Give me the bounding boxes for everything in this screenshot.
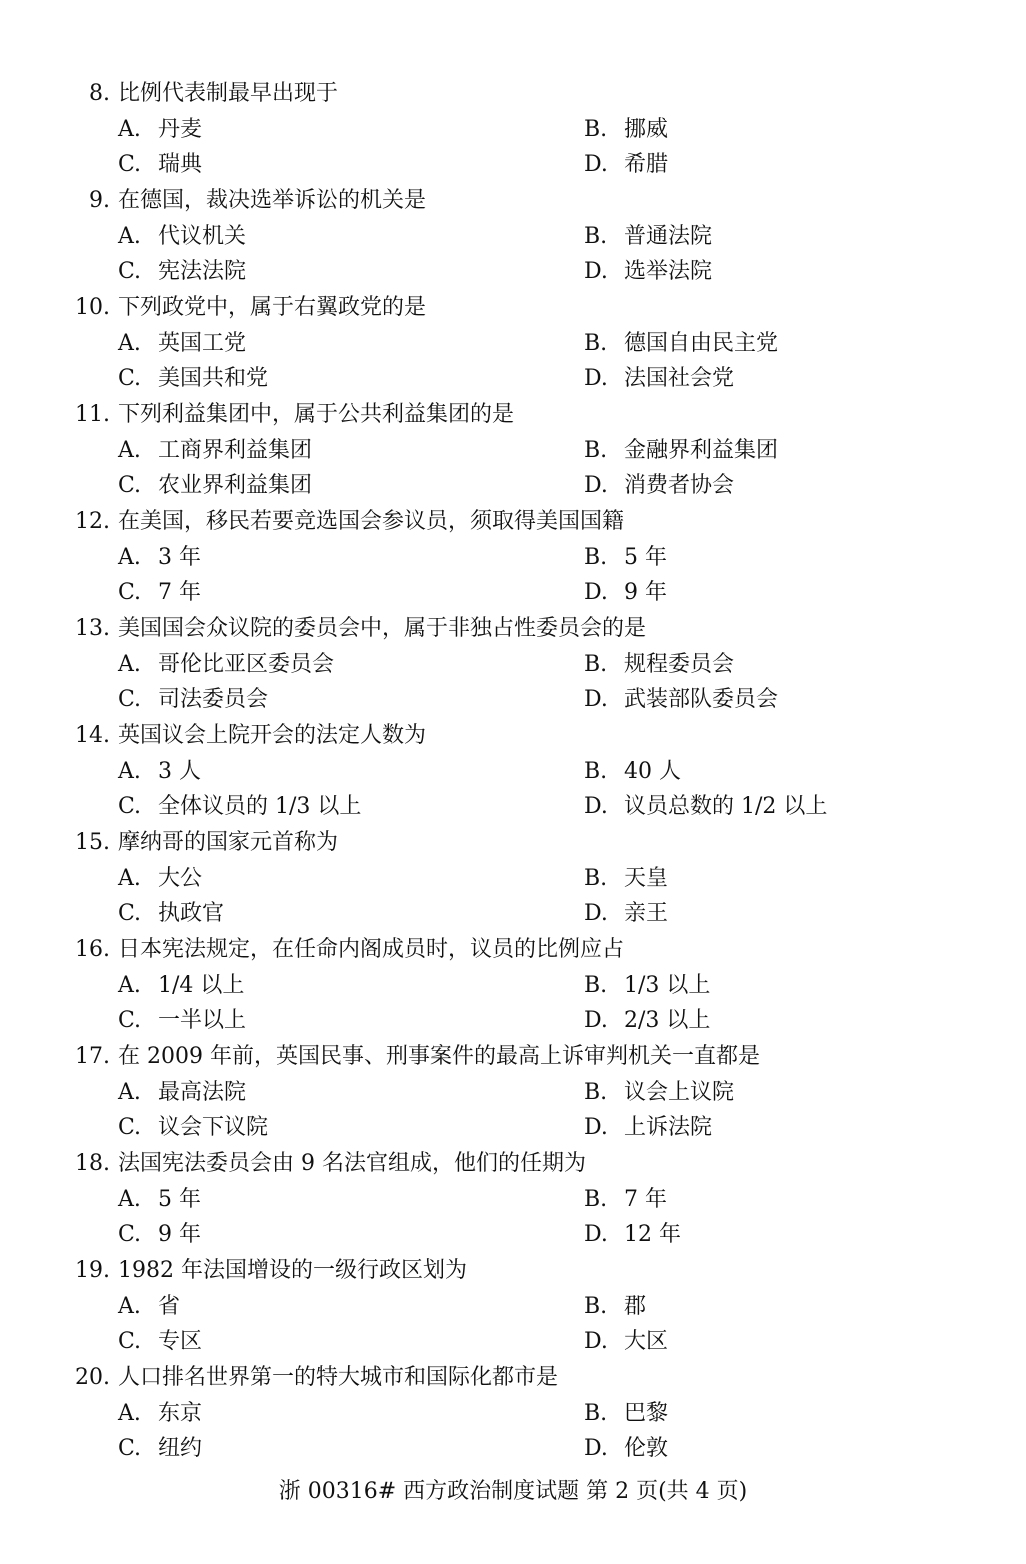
option-text: 省 — [158, 1294, 181, 1319]
option-text: 全体议员的 1/3 以上 — [158, 794, 362, 819]
option-text: 大区 — [624, 1329, 669, 1354]
option-letter: C. — [118, 473, 142, 498]
question-text: 在 2009 年前，英国民事、刑事案件的最高上诉审判机关一直都是 — [118, 1044, 760, 1069]
option-b — [584, 754, 681, 790]
option-text: 巴黎 — [624, 1401, 669, 1426]
option-b — [584, 647, 734, 683]
option-text: 40 人 — [624, 759, 681, 784]
option-text: 哥伦比亚区委员会 — [158, 652, 335, 677]
option-b — [584, 861, 668, 897]
option-a — [118, 968, 244, 1004]
option-letter: B. — [584, 652, 608, 677]
option-a — [118, 1396, 202, 1432]
question-number: 20. — [75, 1365, 110, 1390]
question-item — [0, 932, 1026, 1039]
option-letter: D. — [584, 1329, 608, 1354]
option-a — [118, 1289, 180, 1325]
question-text: 下列利益集团中，属于公共利益集团的是 — [118, 402, 515, 427]
option-text: 9 年 — [158, 1222, 201, 1247]
option-text: 2/3 以上 — [624, 1008, 711, 1033]
option-text: 郡 — [624, 1294, 647, 1319]
option-letter: A. — [118, 117, 141, 142]
option-text: 金融界利益集团 — [624, 438, 779, 463]
option-letter: D. — [584, 366, 608, 391]
question-item — [0, 76, 1026, 183]
question-item — [0, 290, 1026, 397]
option-d — [584, 1110, 712, 1146]
option-text: 纽约 — [158, 1436, 203, 1461]
option-text: 1/4 以上 — [158, 973, 245, 998]
option-b — [584, 112, 668, 148]
question-number: 12. — [75, 509, 110, 534]
option-c — [118, 575, 201, 611]
question-number: 19. — [75, 1258, 110, 1283]
option-letter: A. — [118, 331, 141, 356]
option-b — [584, 326, 778, 362]
option-letter: D. — [584, 580, 608, 605]
question-number: 11. — [75, 402, 110, 427]
option-letter: A. — [118, 759, 141, 784]
option-text: 3 年 — [158, 545, 201, 570]
option-b — [584, 1289, 646, 1325]
option-c — [118, 1003, 246, 1039]
question-number: 15. — [75, 830, 110, 855]
option-text: 最高法院 — [158, 1080, 247, 1105]
option-text: 3 人 — [158, 759, 201, 784]
option-a — [118, 1182, 201, 1218]
question-number: 13. — [75, 616, 110, 641]
option-text: 美国共和党 — [158, 366, 269, 391]
option-letter: A. — [118, 1401, 141, 1426]
option-letter: C. — [118, 687, 142, 712]
question-number: 10. — [75, 295, 110, 320]
option-letter: D. — [584, 901, 608, 926]
option-letter: B. — [584, 1080, 608, 1105]
question-text: 美国国会众议院的委员会中，属于非独占性委员会的是 — [118, 616, 647, 641]
option-a — [118, 540, 201, 576]
option-letter: B. — [584, 545, 608, 570]
option-text: 英国工党 — [158, 331, 247, 356]
option-b — [584, 540, 667, 576]
option-c — [118, 1324, 202, 1360]
option-letter: B. — [584, 117, 608, 142]
question-text: 比例代表制最早出现于 — [118, 81, 339, 106]
option-text: 专区 — [158, 1329, 203, 1354]
option-text: 宪法法院 — [158, 259, 247, 284]
option-letter: A. — [118, 1080, 141, 1105]
option-text: 7 年 — [158, 580, 201, 605]
option-text: 法国社会党 — [624, 366, 735, 391]
option-letter: D. — [584, 259, 608, 284]
option-letter: C. — [118, 794, 142, 819]
option-c — [118, 254, 246, 290]
question-item — [0, 504, 1026, 611]
option-text: 东京 — [158, 1401, 203, 1426]
question-item — [0, 1039, 1026, 1146]
option-text: 丹麦 — [158, 117, 203, 142]
option-letter: C. — [118, 366, 142, 391]
option-text: 5 年 — [624, 545, 667, 570]
option-text: 工商界利益集团 — [158, 438, 313, 463]
option-letter: B. — [584, 1401, 608, 1426]
option-d — [584, 468, 734, 504]
option-b — [584, 968, 710, 1004]
question-text: 日本宪法规定，在任命内阁成员时，议员的比例应占 — [118, 937, 625, 962]
option-text: 7 年 — [624, 1187, 667, 1212]
option-c — [118, 1431, 202, 1467]
option-text: 议会上议院 — [624, 1080, 735, 1105]
option-letter: C. — [118, 259, 142, 284]
option-c — [118, 1217, 201, 1253]
option-text: 上诉法院 — [624, 1115, 713, 1140]
option-letter: C. — [118, 901, 142, 926]
question-item — [0, 611, 1026, 718]
option-text: 大公 — [158, 866, 203, 891]
option-letter: A. — [118, 652, 141, 677]
question-list — [0, 76, 1026, 1467]
option-letter: C. — [118, 1222, 142, 1247]
option-letter: B. — [584, 1294, 608, 1319]
option-letter: C. — [118, 1436, 142, 1461]
question-text: 下列政党中，属于右翼政党的是 — [118, 295, 427, 320]
option-c — [118, 361, 268, 397]
option-letter: A. — [118, 545, 141, 570]
option-text: 希腊 — [624, 152, 669, 177]
option-text: 天皇 — [624, 866, 669, 891]
option-d — [584, 254, 712, 290]
option-b — [584, 1182, 667, 1218]
option-d — [584, 682, 778, 718]
option-text: 挪威 — [624, 117, 669, 142]
option-letter: D. — [584, 687, 608, 712]
question-item — [0, 1146, 1026, 1253]
option-letter: A. — [118, 973, 141, 998]
option-d — [584, 896, 668, 932]
option-text: 司法委员会 — [158, 687, 269, 712]
option-d — [584, 789, 827, 825]
option-letter: A. — [118, 1187, 141, 1212]
option-c — [118, 1110, 268, 1146]
option-a — [118, 433, 312, 469]
option-d — [584, 1431, 668, 1467]
option-text: 伦敦 — [624, 1436, 669, 1461]
option-text: 选举法院 — [624, 259, 713, 284]
option-a — [118, 647, 334, 683]
option-letter: D. — [584, 794, 608, 819]
option-letter: D. — [584, 1222, 608, 1247]
option-letter: B. — [584, 759, 608, 784]
option-letter: B. — [584, 973, 608, 998]
question-item — [0, 1253, 1026, 1360]
option-d — [584, 575, 667, 611]
option-text: 议员总数的 1/2 以上 — [624, 794, 828, 819]
option-b — [584, 1396, 668, 1432]
question-text: 人口排名世界第一的特大城市和国际化都市是 — [118, 1365, 559, 1390]
option-a — [118, 112, 202, 148]
option-d — [584, 147, 668, 183]
option-c — [118, 789, 361, 825]
option-b — [584, 433, 778, 469]
question-item — [0, 718, 1026, 825]
question-number: 9. — [89, 188, 110, 213]
option-b — [584, 219, 712, 255]
option-text: 议会下议院 — [158, 1115, 269, 1140]
question-text: 法国宪法委员会由 9 名法官组成，他们的任期为 — [118, 1151, 586, 1176]
question-number: 16. — [75, 937, 110, 962]
option-letter: A. — [118, 1294, 141, 1319]
option-letter: B. — [584, 438, 608, 463]
option-letter: C. — [118, 1329, 142, 1354]
option-d — [584, 1003, 710, 1039]
option-letter: B. — [584, 224, 608, 249]
question-item — [0, 183, 1026, 290]
option-letter: D. — [584, 152, 608, 177]
option-text: 瑞典 — [158, 152, 203, 177]
option-d — [584, 1324, 668, 1360]
option-text: 农业界利益集团 — [158, 473, 313, 498]
option-b — [584, 1075, 734, 1111]
option-letter: B. — [584, 866, 608, 891]
option-c — [118, 896, 224, 932]
option-c — [118, 682, 268, 718]
option-letter: A. — [118, 438, 141, 463]
option-text: 12 年 — [624, 1222, 681, 1247]
option-text: 消费者协会 — [624, 473, 735, 498]
question-item — [0, 825, 1026, 932]
question-item — [0, 1360, 1026, 1467]
question-text: 在美国，移民若要竞选国会参议员，须取得美国国籍 — [118, 509, 625, 534]
option-a — [118, 861, 202, 897]
question-number: 18. — [75, 1151, 110, 1176]
option-text: 德国自由民主党 — [624, 331, 779, 356]
option-text: 代议机关 — [158, 224, 247, 249]
question-text: 摩纳哥的国家元首称为 — [118, 830, 339, 855]
option-text: 规程委员会 — [624, 652, 735, 677]
option-letter: D. — [584, 473, 608, 498]
option-letter: A. — [118, 866, 141, 891]
option-letter: D. — [584, 1436, 608, 1461]
page-footer: 浙 00316# 西方政治制度试题 第 2 页(共 4 页) — [278, 1479, 748, 1504]
question-number: 17. — [75, 1044, 110, 1069]
option-c — [118, 147, 202, 183]
option-a — [118, 219, 246, 255]
option-text: 亲王 — [624, 901, 669, 926]
option-a — [118, 754, 201, 790]
option-text: 9 年 — [624, 580, 667, 605]
option-letter: C. — [118, 1008, 142, 1033]
option-text: 普通法院 — [624, 224, 713, 249]
option-letter: D. — [584, 1008, 608, 1033]
option-letter: A. — [118, 224, 141, 249]
option-letter: D. — [584, 1115, 608, 1140]
option-text: 执政官 — [158, 901, 225, 926]
question-number: 8. — [89, 81, 110, 106]
option-text: 武装部队委员会 — [624, 687, 779, 712]
option-d — [584, 1217, 681, 1253]
option-d — [584, 361, 734, 397]
option-letter: C. — [118, 152, 142, 177]
question-text: 1982 年法国增设的一级行政区划为 — [118, 1258, 467, 1283]
option-text: 5 年 — [158, 1187, 201, 1212]
question-text: 英国议会上院开会的法定人数为 — [118, 723, 427, 748]
question-text: 在德国，裁决选举诉讼的机关是 — [118, 188, 427, 213]
option-letter: B. — [584, 331, 608, 356]
option-a — [118, 326, 246, 362]
option-letter: C. — [118, 580, 142, 605]
option-c — [118, 468, 312, 504]
option-letter: C. — [118, 1115, 142, 1140]
option-text: 1/3 以上 — [624, 973, 711, 998]
option-letter: B. — [584, 1187, 608, 1212]
question-item — [0, 397, 1026, 504]
option-text: 一半以上 — [158, 1008, 247, 1033]
option-a — [118, 1075, 246, 1111]
question-number: 14. — [75, 723, 110, 748]
